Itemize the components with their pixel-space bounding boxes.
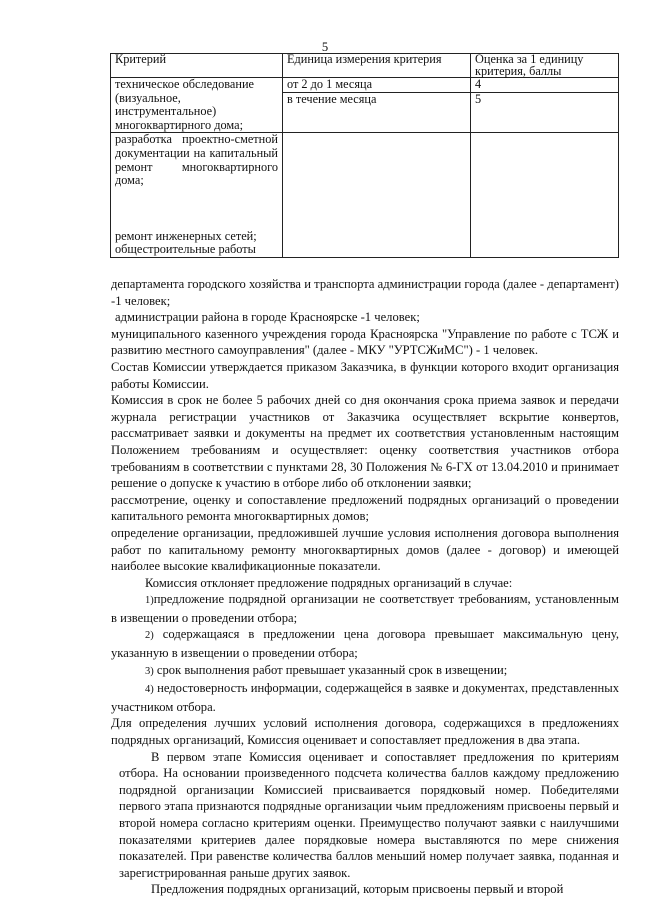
paragraph: Комиссия в срок не более 5 рабочих дней со дня окончания срока приема заявок и передачи журнала регистрации участников от Заказчика осуществляет вскрытие конвертов, рассматривает заявки и документы на предмет их соответствия установленным настоящим Положением требованиям и осуществляет: оценку соответствия участников отбора требованиям в соответствии с пунктами 28, 30 Положения № 6-ГХ от 13.04.2010 и принимает решение о допуске к участию в отборе либо об отклонении заявки; [111,393,619,491]
header-criterion: Критерий [111,54,283,78]
criterion-engineering-networks: ремонт инженерных сетей; общестроительные работы [115,228,257,257]
unit-cell-empty [283,133,471,258]
page-number: 5 [321,40,329,54]
paragraph: администрации района в городе Красноярске -1 человек; [115,310,420,325]
list-item [111,626,619,661]
paragraph: департамента городского хозяйства и транспорта администрации города (далее - департамент) -1 человек; [111,277,619,308]
paragraph: муниципального казенного учреждения города Красноярска "Управление по работе с ТСЖ и развитию местного самоуправления" (далее - МКУ "УРТСЖиМС") - 1 человек. [111,326,619,358]
header-score: Оценка за 1 единицу критерия, баллы [471,54,619,78]
criterion-design-docs: разработка проектно-сметной документации на капитальный ремонт многоквартирного дома; [115,132,278,188]
paragraph: определение организации, предложившей лучшие условия исполнения договора выполнения работ по капитальному ремонту многоквартирных домов (далее - договор) и имеющей наиболее высокие квалификационные показатели. [111,525,619,574]
list-item-text: предложение подрядной организации не соответствует требованиям, установленным в извещении о проведении отбора; [111,592,619,625]
table-header-row [111,54,619,78]
paragraph: В первом этапе Комиссия оценивает и сопоставляет предложения по критериям отбора. На основании произведенного подсчета количества баллов каждому предложению подрядной организации Комиссией присваивается порядковый номер. Победителями первого этапа признаются подрядные организации чьим предложениям присвоены первый и второй номера согласно критериям оценки. Преимущество получают заявки с наилучшими показателями критериев далее порядковые номера выставляются по мере снижения показателей. При равенстве количества баллов меньший номер получает заявка, поданная и зарегистрированная раньше других заявок. [119,749,619,880]
list-item-text: недостоверность информации, содержащейся в заявке и документах, представленных участником отбора. [111,681,619,714]
score-cell-empty [471,133,619,258]
score-cell: 5 [471,93,619,133]
list-item-number: 4) [145,684,154,696]
document-body [111,276,619,898]
paragraph: Для определения лучших условий исполнения договора, содержащихся в предложениях подрядных организаций, Комиссия оценивает и сопоставляет предложения в два этапа. [111,716,619,748]
score-cell: 4 [471,78,619,93]
paragraph: Комиссия отклоняет предложение подрядных организаций в случае: [145,575,513,590]
list-item-number: 1) [145,595,154,607]
list-item [111,591,619,626]
list-item-number: 3) [145,665,154,677]
paragraph: Предложения подрядных организаций, которым присвоены первый и второй [151,882,564,897]
criterion-design-and-repair [111,133,283,258]
criteria-table [110,53,619,258]
unit-cell: от 2 до 1 месяца [283,78,471,93]
paragraph: рассмотрение, оценку и сопоставление предложений подрядных организаций о проведении капитального ремонта многоквартирных домов; [111,492,619,524]
list-item-text: срок выполнения работ превышает указанный срок в извещении; [156,662,508,677]
criterion-technical-inspection: техническое обследование (визуальное, инструментальное) многоквартирного дома; [111,78,283,133]
list-item-text: содержащаяся в предложении цена договора превышает максимальную цену, указанную в извещении о проведении отбора; [111,627,619,661]
unit-cell: в течение месяца [283,93,471,133]
paragraph: Состав Комиссии утверждается приказом Заказчика, в функции которого входит организация работы Комиссии. [111,359,619,391]
table-row [111,133,619,258]
list-item [111,680,619,715]
list-item [111,662,619,681]
header-unit: Единица измерения критерия [283,54,471,78]
table-row [111,78,619,93]
list-item-number: 2) [145,630,154,642]
